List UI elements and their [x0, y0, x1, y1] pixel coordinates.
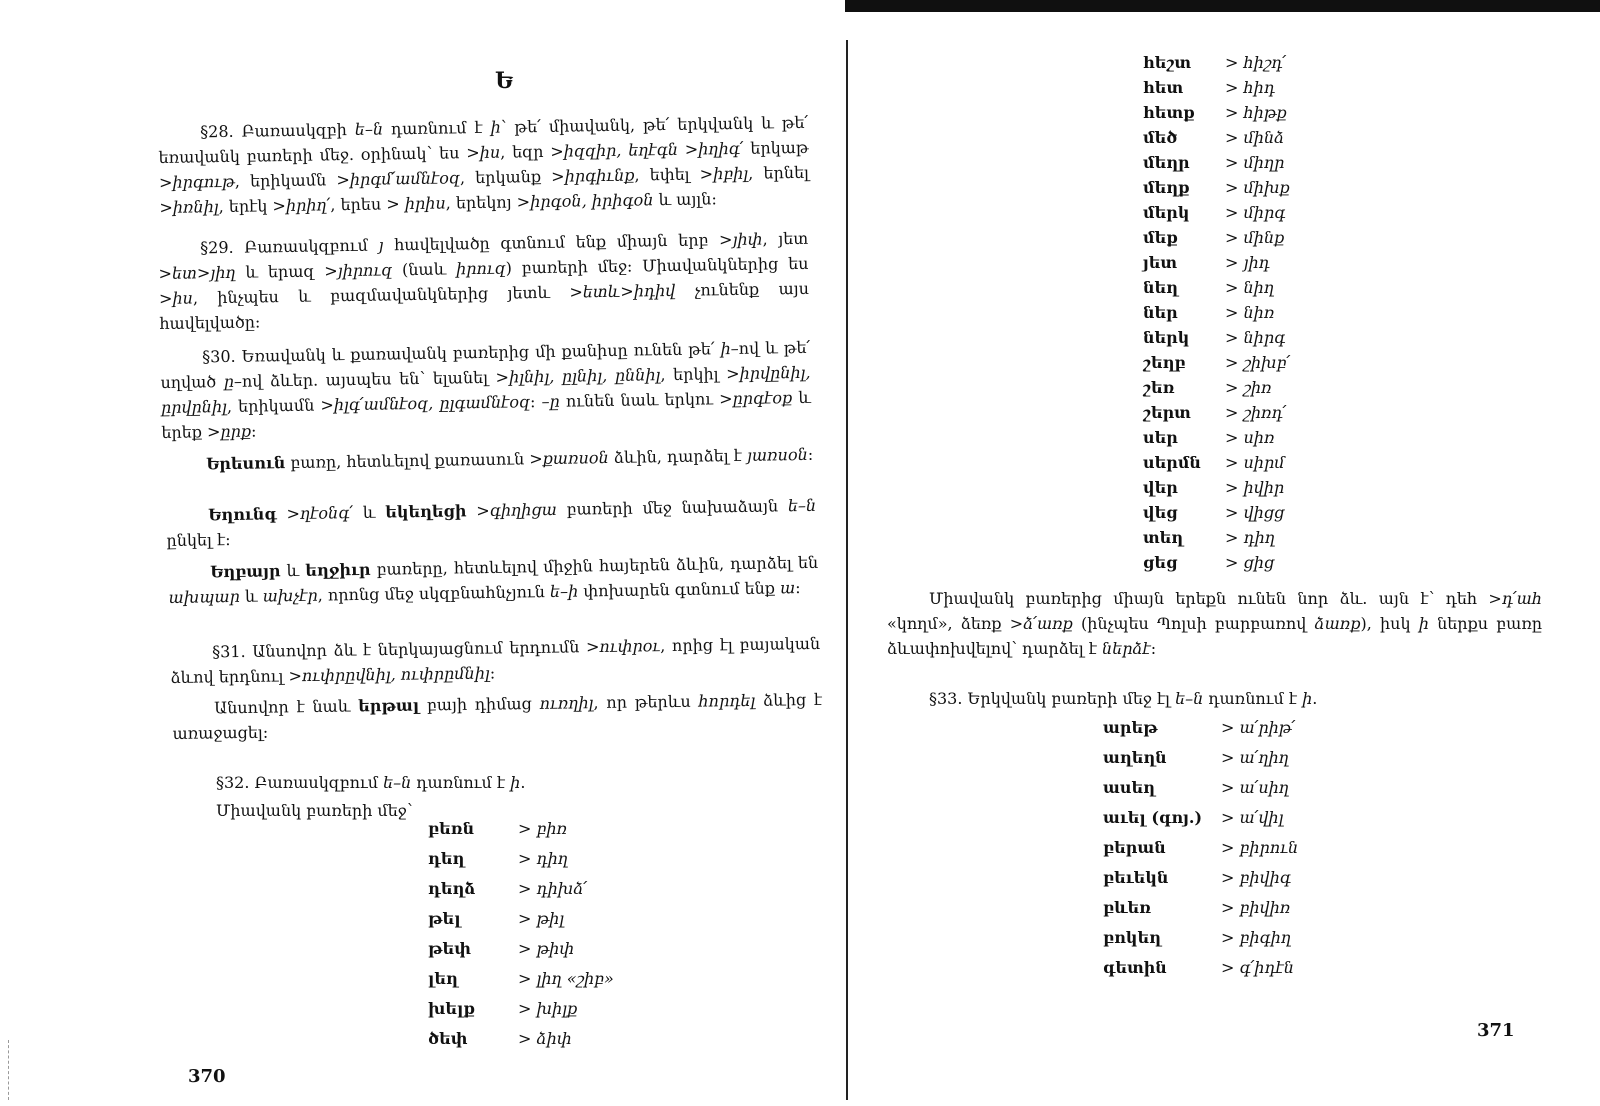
source-word: շեղբ	[1143, 353, 1186, 372]
word-pair	[1143, 225, 1403, 250]
dialect-form: > բիվիռ	[1221, 898, 1291, 917]
word-list-right-top	[1143, 50, 1403, 575]
dialect-form: > մինձ	[1225, 128, 1285, 147]
dialect-form: > շիխբ՛	[1225, 353, 1291, 372]
paragraph-30-yeresun: Երեսուն բառը, հետևելով քառասուն >քառսօն ձևին, դարձել է յառսօն:	[206, 444, 814, 474]
source-word: հետ	[1143, 78, 1184, 97]
source-word: դեղ	[428, 849, 465, 868]
dialect-form: > շիռ	[1225, 378, 1272, 397]
word-pair	[428, 964, 688, 994]
dialect-form: > միղր	[1225, 153, 1285, 172]
word-pair	[1103, 773, 1383, 803]
source-word: աւել (գոյ.)	[1103, 808, 1203, 827]
paragraph-30-yeghbayr: Եղբայր և եղջիւր բառերը, հետևելով միջին հայերեն ձևին, դարձել են ախպար և ախչէր, որոնց մեջ սկզբնահնչյուն ե–ի փոխարեն գտնում ենք ա:	[168, 552, 819, 607]
paragraph-33: §33. Երկվանկ բառերի մեջ էլ ե–ն դառնում է ի.	[929, 689, 1318, 708]
word-pair	[1143, 75, 1403, 100]
source-word: շեռ	[1143, 378, 1175, 397]
source-word: բեռն	[428, 819, 475, 838]
source-word: արեթ	[1103, 718, 1158, 737]
source-word: ներկ	[1143, 328, 1190, 347]
source-word: սերմն	[1143, 453, 1201, 472]
word-pair	[1143, 275, 1403, 300]
dialect-form: > ա՛ղիղ	[1221, 748, 1289, 767]
word-pair	[1143, 375, 1403, 400]
word-list-right-bottom	[1103, 713, 1383, 983]
source-word: հետք	[1143, 103, 1195, 122]
dialect-form: > միխք	[1225, 178, 1290, 197]
source-word: մեծ	[1143, 128, 1178, 147]
word-pair	[428, 844, 688, 874]
word-pair	[1143, 300, 1403, 325]
dialect-form: > ցից	[1225, 553, 1275, 572]
dialect-form: > յիդ	[1225, 253, 1270, 272]
dialect-form: > սիռ	[1225, 428, 1275, 447]
scan-edge-mark	[8, 1040, 11, 1100]
word-pair	[1143, 125, 1403, 150]
source-word: խելք	[428, 999, 476, 1018]
source-word: դեղձ	[428, 879, 476, 898]
word-pair	[1143, 150, 1403, 175]
dialect-form: > միրգ	[1225, 203, 1286, 222]
paragraph-29: §29. Բառասկզբում յ հավելվածը գտնում ենք միայն երբ >յիփ, յետ >ետ>յիղ և երազ >յիրուզ (նաև իրուզ) բառերի մեջ: Միավանկներից ես >իս, ինչպես և բազմավանկներից յետև >ետև>իդիվ չունենք այս հավելվածը:	[158, 228, 810, 333]
dialect-form: > իվիր	[1225, 478, 1285, 497]
dialect-form: > ձիփ	[518, 1029, 572, 1048]
source-word: բեւեկն	[1103, 868, 1169, 887]
source-word: վեր	[1143, 478, 1178, 497]
dialect-form: > ա՛րիթ՛	[1221, 718, 1296, 737]
dialect-form: > հիթք	[1225, 103, 1287, 122]
scan-edge-bar	[845, 0, 1600, 12]
source-word: մեք	[1143, 228, 1178, 247]
word-pair	[1143, 475, 1403, 500]
dialect-form: > թիփ	[518, 939, 575, 958]
word-pair	[1143, 450, 1403, 475]
letter-heading: Ե	[495, 68, 514, 94]
dialect-form: > դիղ	[518, 849, 568, 868]
word-pair	[428, 934, 688, 964]
word-pair	[1103, 923, 1383, 953]
paragraph-31-ertal: Անսովոր է նաև երթալ բայի դիմաց ուռղիլ, որ թերևս հորդել ձևից է առաջացել:	[172, 689, 823, 743]
dialect-form: > վիցց	[1225, 503, 1285, 522]
word-pair	[1103, 743, 1383, 773]
word-pair	[428, 904, 688, 934]
word-pair	[1103, 953, 1383, 983]
source-word: բոկեղ	[1103, 928, 1161, 947]
paragraph-32: §32. Բառասկզբում ե–ն դառնում է ի.	[216, 773, 526, 792]
word-pair	[1143, 50, 1403, 75]
word-pair	[1143, 550, 1403, 575]
dialect-form: > նիղ	[1225, 278, 1274, 297]
dialect-form: > նիրգ	[1225, 328, 1286, 347]
dialect-form: > ա՛սիղ	[1221, 778, 1289, 797]
paragraph-32-continued: Միավանկ բառերից միայն երեքն ունեն նոր ձև. այն է՝ դեհ >դ՛ահ «կողմ», ձեռք >ձ՛առք (ինչպես Պոլսի բարբառով ձառք), իսկ ի ներքս բառը ձևափոխվելով՝ դարձել է ներձէ:	[887, 589, 1543, 658]
word-pair	[1103, 893, 1383, 923]
source-word: հեշտ	[1143, 53, 1192, 72]
source-word: մերկ	[1143, 203, 1190, 222]
source-word: ծեփ	[428, 1029, 468, 1048]
word-pair	[1143, 525, 1403, 550]
word-pair	[1103, 863, 1383, 893]
source-word: թեփ	[428, 939, 471, 958]
dialect-form: > դիղ	[1225, 528, 1275, 547]
word-pair	[1143, 425, 1403, 450]
source-word: մեղր	[1143, 153, 1190, 172]
word-pair	[428, 814, 688, 844]
paragraph-30: §30. Եռավանկ և քառավանկ բառերից մի քանիսը ունեն թե՛ ի–ով և թե՛ սղված ը–ով ձևեր. այսպես են՝ ելանել >իլնիլ, ըլնիլ, ըննիլ, երկիլ >իրվընիլ, ըրվընիլ, երիկամն >իլգ՛ամնէօզ, ըլգամնէօզ: –ը ունեն նաև երկու >ըրգէօք և երեք >ըրք:	[160, 337, 812, 442]
dialect-form: > մինք	[1225, 228, 1285, 247]
word-pair	[1103, 803, 1383, 833]
word-list-left	[428, 814, 688, 1054]
word-pair	[1143, 400, 1403, 425]
source-word: ցեց	[1143, 553, 1178, 572]
dialect-form: > շիռդ՛	[1225, 403, 1287, 422]
page-number-right: 371	[1477, 1020, 1515, 1041]
dialect-form: > թիլ	[518, 909, 565, 928]
source-word: լեղ	[428, 969, 458, 988]
word-pair	[428, 994, 688, 1024]
source-word: աղեղն	[1103, 748, 1167, 767]
dialect-form: > սիրմ	[1225, 453, 1285, 472]
dialect-form: > նիռ	[1225, 303, 1275, 322]
source-word: շերտ	[1143, 403, 1191, 422]
paragraph-30-yeghung: Եղունգ >ղէօնգ՛ և եկեղեցի >գիղիցա բառերի մեջ նախաձայն ե–ն ընկել է:	[166, 495, 817, 550]
word-pair	[1103, 713, 1383, 743]
source-word: բերան	[1103, 838, 1166, 857]
source-word: նեղ	[1143, 278, 1178, 297]
dialect-form: > դիխձ՛	[518, 879, 588, 898]
dialect-form: > հիշդ՛	[1225, 53, 1286, 72]
dialect-form: > բիգիղ	[1221, 928, 1291, 947]
dialect-form: > բիրուն	[1221, 838, 1299, 857]
dialect-form: > հիդ	[1225, 78, 1275, 97]
source-word: տեղ	[1143, 528, 1184, 547]
word-pair	[428, 874, 688, 904]
page-number-left: 370	[188, 1066, 226, 1087]
word-pair	[1143, 100, 1403, 125]
word-pair	[1143, 500, 1403, 525]
source-word: ներ	[1143, 303, 1178, 322]
source-word: բևեռ	[1103, 898, 1152, 917]
dialect-form: > լիղ «շիբ»	[518, 969, 614, 988]
word-pair	[428, 1024, 688, 1054]
dialect-form: > բիվիգ	[1221, 868, 1291, 887]
word-pair	[1103, 833, 1383, 863]
word-pair	[1143, 325, 1403, 350]
source-word: ասեղ	[1103, 778, 1155, 797]
paragraph-31: §31. Անսովոր ձև է ներկայացնում երդումն >ուփրօւ, որից էլ բայական ձևով երդնուլ >ուփրըվնիլ, ուփրըմնիլ:	[170, 633, 821, 687]
book-gutter	[846, 40, 848, 1100]
source-word: յետ	[1143, 253, 1178, 272]
paragraph-28: §28. Բառասկզբի ե–ն դառնում է ի՝ թե՛ միավանկ, թե՛ երկվանկ և թե՛ եռավանկ բառերի մեջ. օրինակ՝ ես >իս, եզր >իզզիր, եղէգն >իղիգ՛ երկաթ >իրգութ, երիկամն >իրգմ՛ամնէօզ, երկանք >իրգիւնք, եփել >իբիլ, երնել >իռնիլ, երէկ >իրիղ՛, երես > իրիս, երեկոյ >իրգօն, իրիգօն և այլն:	[158, 112, 810, 217]
word-pair	[1143, 250, 1403, 275]
word-pair	[1143, 175, 1403, 200]
word-pair	[1143, 350, 1403, 375]
dialect-form: > գ՛իդէն	[1221, 958, 1294, 977]
source-word: գետին	[1103, 958, 1167, 977]
source-word: թել	[428, 909, 461, 928]
word-pair	[1143, 200, 1403, 225]
dialect-form: > բիռ	[518, 819, 568, 838]
paragraph-32-sub: Միավանկ բառերի մեջ՝	[216, 801, 413, 820]
source-word: մեղք	[1143, 178, 1190, 197]
dialect-form: > խիլք	[518, 999, 578, 1018]
dialect-form: > ա՛վիլ	[1221, 808, 1284, 827]
source-word: վեց	[1143, 503, 1178, 522]
source-word: սեր	[1143, 428, 1178, 447]
